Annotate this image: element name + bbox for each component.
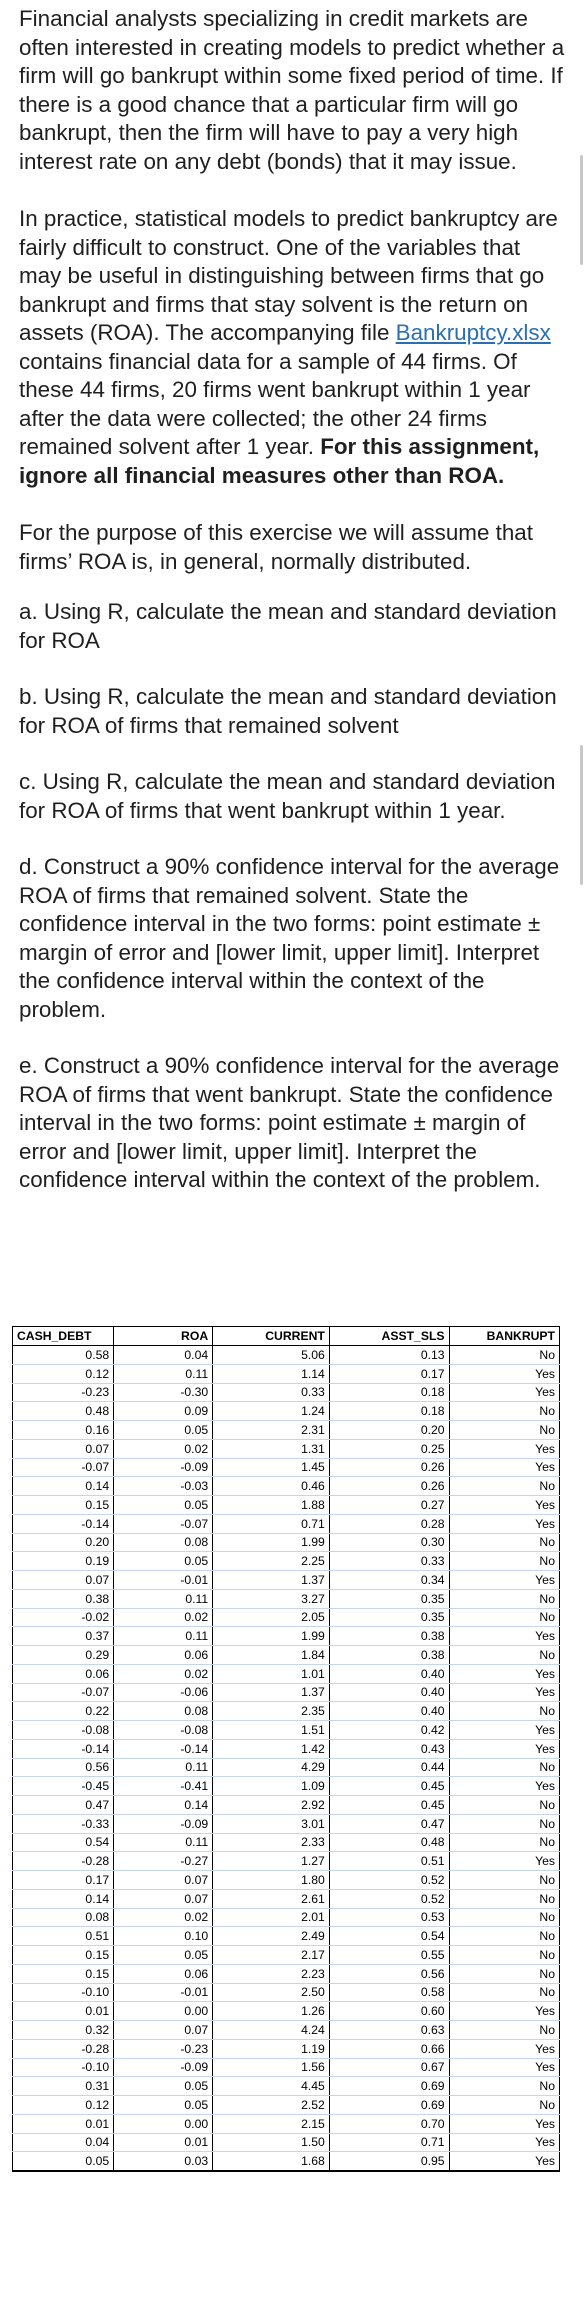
- cell-cash-debt: 0.14: [13, 1889, 114, 1908]
- cell-current: 2.31: [213, 1421, 330, 1440]
- cell-bankrupt: No: [449, 1533, 559, 1552]
- table-row: [13, 1383, 560, 1402]
- table-row: [13, 1496, 560, 1515]
- cell-current: 1.37: [213, 1571, 330, 1590]
- cell-asst-sls: 0.43: [329, 1739, 449, 1758]
- cell-bankrupt: No: [449, 1608, 559, 1627]
- cell-bankrupt: No: [449, 1402, 559, 1421]
- cell-roa: 0.05: [114, 2096, 213, 2115]
- cell-roa: -0.41: [114, 1777, 213, 1796]
- cell-roa: 0.08: [114, 1702, 213, 1721]
- cell-current: 1.26: [213, 2002, 330, 2021]
- cell-asst-sls: 0.53: [329, 1908, 449, 1927]
- cell-current: 4.29: [213, 1758, 330, 1777]
- cell-cash-debt: 0.31: [13, 2077, 114, 2096]
- cell-asst-sls: 0.20: [329, 1421, 449, 1440]
- cell-asst-sls: 0.52: [329, 1871, 449, 1890]
- cell-asst-sls: 0.28: [329, 1514, 449, 1533]
- cell-bankrupt: No: [449, 1477, 559, 1496]
- cell-cash-debt: -0.10: [13, 1983, 114, 2002]
- question-b: b. Using R, calculate the mean and standard deviation for ROA of firms that remained solvent: [19, 684, 557, 738]
- cell-roa: -0.01: [114, 1983, 213, 2002]
- cell-roa: -0.30: [114, 1383, 213, 1402]
- cell-bankrupt: Yes: [449, 1777, 559, 1796]
- cell-current: 2.50: [213, 1983, 330, 2002]
- cell-asst-sls: 0.67: [329, 2058, 449, 2077]
- cell-bankrupt: No: [449, 1814, 559, 1833]
- cell-asst-sls: 0.45: [329, 1777, 449, 1796]
- cell-asst-sls: 0.25: [329, 1439, 449, 1458]
- cell-cash-debt: 0.32: [13, 2021, 114, 2040]
- cell-cash-debt: 0.04: [13, 2133, 114, 2152]
- cell-cash-debt: -0.45: [13, 1777, 114, 1796]
- cell-bankrupt: Yes: [449, 1627, 559, 1646]
- cell-roa: 0.11: [114, 1589, 213, 1608]
- cell-cash-debt: 0.17: [13, 1871, 114, 1890]
- cell-current: 1.99: [213, 1627, 330, 1646]
- cell-cash-debt: 0.08: [13, 1908, 114, 1927]
- table-body: [13, 1346, 560, 2172]
- cell-current: 1.80: [213, 1871, 330, 1890]
- cell-cash-debt: 0.37: [13, 1627, 114, 1646]
- cell-roa: 0.01: [114, 2133, 213, 2152]
- cell-roa: 0.05: [114, 1946, 213, 1965]
- cell-cash-debt: 0.01: [13, 2114, 114, 2133]
- scrollbar-middle[interactable]: [580, 745, 583, 885]
- question-c: c. Using R, calculate the mean and standard deviation for ROA of firms that went bankrupt within 1 year.: [19, 769, 556, 823]
- table-row: [13, 1346, 560, 1365]
- cell-cash-debt: 0.16: [13, 1421, 114, 1440]
- table-row: [13, 1796, 560, 1815]
- cell-cash-debt: -0.23: [13, 1383, 114, 1402]
- cell-asst-sls: 0.33: [329, 1552, 449, 1571]
- cell-current: 2.33: [213, 1833, 330, 1852]
- cell-asst-sls: 0.58: [329, 1983, 449, 2002]
- cell-current: 5.06: [213, 1346, 330, 1365]
- cell-bankrupt: No: [449, 1758, 559, 1777]
- cell-current: 2.23: [213, 1964, 330, 1983]
- table-row: [13, 1814, 560, 1833]
- cell-bankrupt: No: [449, 1871, 559, 1890]
- table-row: [13, 2133, 560, 2152]
- cell-cash-debt: 0.22: [13, 1702, 114, 1721]
- cell-bankrupt: Yes: [449, 1664, 559, 1683]
- cell-cash-debt: 0.38: [13, 1589, 114, 1608]
- cell-roa: 0.03: [114, 2152, 213, 2171]
- cell-asst-sls: 0.54: [329, 1927, 449, 1946]
- cell-asst-sls: 0.38: [329, 1646, 449, 1665]
- table-row: [13, 1664, 560, 1683]
- table-row: [13, 1777, 560, 1796]
- cell-cash-debt: -0.28: [13, 1852, 114, 1871]
- cell-current: 1.31: [213, 1439, 330, 1458]
- cell-cash-debt: 0.48: [13, 1402, 114, 1421]
- cell-bankrupt: Yes: [449, 2002, 559, 2021]
- cell-bankrupt: Yes: [449, 1683, 559, 1702]
- cell-current: 2.01: [213, 1908, 330, 1927]
- cell-current: 1.99: [213, 1533, 330, 1552]
- cell-cash-debt: 0.15: [13, 1946, 114, 1965]
- cell-roa: 0.04: [114, 1346, 213, 1365]
- cell-current: 2.49: [213, 1927, 330, 1946]
- cell-cash-debt: -0.02: [13, 1608, 114, 1627]
- cell-current: 2.35: [213, 1702, 330, 1721]
- cell-roa: 0.11: [114, 1833, 213, 1852]
- table-row: [13, 1571, 560, 1590]
- cell-roa: -0.03: [114, 1477, 213, 1496]
- table-row: [13, 2114, 560, 2133]
- cell-roa: 0.11: [114, 1627, 213, 1646]
- cell-current: 2.92: [213, 1796, 330, 1815]
- cell-current: 1.68: [213, 2152, 330, 2171]
- cell-roa: 0.06: [114, 1646, 213, 1665]
- cell-asst-sls: 0.71: [329, 2133, 449, 2152]
- table-row: [13, 1458, 560, 1477]
- bankruptcy-file-link[interactable]: Bankruptcy.xlsx: [395, 320, 551, 345]
- cell-bankrupt: No: [449, 1908, 559, 1927]
- cell-bankrupt: Yes: [449, 1514, 559, 1533]
- cell-cash-debt: -0.28: [13, 2039, 114, 2058]
- cell-roa: 0.00: [114, 2002, 213, 2021]
- table-header-row: [13, 1327, 560, 1346]
- cell-current: 3.27: [213, 1589, 330, 1608]
- cell-bankrupt: No: [449, 2021, 559, 2040]
- cell-current: 0.71: [213, 1514, 330, 1533]
- cell-roa: 0.07: [114, 2021, 213, 2040]
- cell-current: 0.46: [213, 1477, 330, 1496]
- cell-bankrupt: Yes: [449, 2114, 559, 2133]
- table-row: [13, 1739, 560, 1758]
- cell-bankrupt: No: [449, 1964, 559, 1983]
- cell-asst-sls: 0.40: [329, 1664, 449, 1683]
- cell-cash-debt: 0.01: [13, 2002, 114, 2021]
- cell-bankrupt: Yes: [449, 1458, 559, 1477]
- question-d: d. Construct a 90% confidence interval for the average ROA of firms that remained solvent. State the confidence interval in the two forms: point estimate ± margin of error and [lower limit, upper limit]. Interpret the confidence interval within the context of the problem.: [19, 854, 560, 1022]
- normal-assumption: For the purpose of this exercise we will assume that firms’ ROA is, in general, normally distributed.: [19, 520, 533, 574]
- cell-roa: 0.05: [114, 1421, 213, 1440]
- table-row: [13, 1852, 560, 1871]
- roa-paragraph: [19, 205, 567, 490]
- cell-current: 1.27: [213, 1852, 330, 1871]
- cell-roa: -0.09: [114, 1458, 213, 1477]
- table-row: [13, 1477, 560, 1496]
- cell-bankrupt: Yes: [449, 1364, 559, 1383]
- table-row: [13, 2002, 560, 2021]
- cell-asst-sls: 0.63: [329, 2021, 449, 2040]
- table-row: [13, 1439, 560, 1458]
- table-row: [13, 1421, 560, 1440]
- cell-current: 1.88: [213, 1496, 330, 1515]
- cell-roa: -0.23: [114, 2039, 213, 2058]
- cell-asst-sls: 0.48: [329, 1833, 449, 1852]
- cell-current: 4.24: [213, 2021, 330, 2040]
- cell-cash-debt: 0.20: [13, 1533, 114, 1552]
- question-text: [19, 0, 567, 1195]
- cell-current: 2.52: [213, 2096, 330, 2115]
- cell-roa: 0.02: [114, 1664, 213, 1683]
- cell-bankrupt: Yes: [449, 1439, 559, 1458]
- cell-roa: 0.06: [114, 1964, 213, 1983]
- cell-asst-sls: 0.40: [329, 1702, 449, 1721]
- cell-cash-debt: 0.19: [13, 1552, 114, 1571]
- cell-bankrupt: No: [449, 1946, 559, 1965]
- cell-roa: 0.14: [114, 1796, 213, 1815]
- cell-roa: 0.08: [114, 1533, 213, 1552]
- cell-asst-sls: 0.52: [329, 1889, 449, 1908]
- table-row: [13, 1983, 560, 2002]
- cell-bankrupt: Yes: [449, 1496, 559, 1515]
- cell-asst-sls: 0.66: [329, 2039, 449, 2058]
- assignment-note: For this assignment, ignore all financial measures other than ROA.: [19, 434, 540, 488]
- header-current: CURRENT: [213, 1327, 330, 1346]
- question-e: e. Construct a 90% confidence interval for the average ROA of firms that went bankrupt. State the confidence interval in the two forms: point estimate ± margin of error and [lower limit, upper limit]. Interpret the confidence interval within the context of the problem.: [19, 1053, 560, 1192]
- cell-roa: 0.02: [114, 1439, 213, 1458]
- table-row: [13, 1889, 560, 1908]
- cell-bankrupt: No: [449, 2096, 559, 2115]
- cell-asst-sls: 0.69: [329, 2096, 449, 2115]
- cell-asst-sls: 0.35: [329, 1608, 449, 1627]
- table-row: [13, 1908, 560, 1927]
- cell-current: 1.50: [213, 2133, 330, 2152]
- table-row: [13, 2152, 560, 2171]
- cell-asst-sls: 0.51: [329, 1852, 449, 1871]
- scrollbar-top[interactable]: [580, 155, 583, 265]
- cell-bankrupt: No: [449, 1927, 559, 1946]
- cell-bankrupt: Yes: [449, 2133, 559, 2152]
- cell-cash-debt: 0.47: [13, 1796, 114, 1815]
- cell-roa: -0.09: [114, 1814, 213, 1833]
- cell-bankrupt: No: [449, 1421, 559, 1440]
- bankruptcy-data-table: [12, 1326, 560, 2172]
- cell-roa: -0.08: [114, 1721, 213, 1740]
- cell-bankrupt: No: [449, 1589, 559, 1608]
- cell-asst-sls: 0.27: [329, 1496, 449, 1515]
- cell-cash-debt: -0.07: [13, 1458, 114, 1477]
- cell-current: 1.24: [213, 1402, 330, 1421]
- table-row: [13, 1402, 560, 1421]
- table-row: [13, 1871, 560, 1890]
- cell-asst-sls: 0.18: [329, 1383, 449, 1402]
- cell-roa: 0.00: [114, 2114, 213, 2133]
- cell-bankrupt: No: [449, 1983, 559, 2002]
- cell-cash-debt: -0.14: [13, 1739, 114, 1758]
- cell-roa: -0.14: [114, 1739, 213, 1758]
- table-row: [13, 1964, 560, 1983]
- cell-current: 2.05: [213, 1608, 330, 1627]
- cell-cash-debt: -0.33: [13, 1814, 114, 1833]
- cell-cash-debt: -0.10: [13, 2058, 114, 2077]
- cell-current: 0.33: [213, 1383, 330, 1402]
- cell-asst-sls: 0.95: [329, 2152, 449, 2171]
- cell-roa: 0.11: [114, 1364, 213, 1383]
- cell-cash-debt: 0.07: [13, 1571, 114, 1590]
- cell-roa: -0.01: [114, 1571, 213, 1590]
- cell-current: 1.51: [213, 1721, 330, 1740]
- cell-roa: 0.09: [114, 1402, 213, 1421]
- cell-asst-sls: 0.18: [329, 1402, 449, 1421]
- cell-bankrupt: No: [449, 2077, 559, 2096]
- table-row: [13, 1552, 560, 1571]
- cell-bankrupt: No: [449, 1702, 559, 1721]
- cell-current: 1.42: [213, 1739, 330, 1758]
- cell-current: 1.56: [213, 2058, 330, 2077]
- cell-current: 1.01: [213, 1664, 330, 1683]
- cell-asst-sls: 0.34: [329, 1571, 449, 1590]
- table-row: [13, 1702, 560, 1721]
- cell-asst-sls: 0.42: [329, 1721, 449, 1740]
- table-row: [13, 2096, 560, 2115]
- table-row: [13, 1533, 560, 1552]
- table-row: [13, 1946, 560, 1965]
- cell-bankrupt: Yes: [449, 2039, 559, 2058]
- cell-roa: 0.02: [114, 1908, 213, 1927]
- table-row: [13, 1721, 560, 1740]
- cell-cash-debt: 0.14: [13, 1477, 114, 1496]
- roa-paragraph-text-2: contains financial data for a sample of 44 firms. Of these 44 firms, 20 firms went bankrupt within 1 year after the data were collected; the other 24 firms remained solvent after 1 year.: [19, 348, 531, 459]
- cell-current: 2.15: [213, 2114, 330, 2133]
- cell-bankrupt: Yes: [449, 2152, 559, 2171]
- cell-current: 1.84: [213, 1646, 330, 1665]
- header-roa: ROA: [114, 1327, 213, 1346]
- question-a: a. Using R, calculate the mean and standard deviation for ROA: [19, 599, 557, 653]
- cell-asst-sls: 0.30: [329, 1533, 449, 1552]
- cell-current: 2.25: [213, 1552, 330, 1571]
- cell-asst-sls: 0.56: [329, 1964, 449, 1983]
- cell-roa: -0.06: [114, 1683, 213, 1702]
- cell-cash-debt: 0.12: [13, 2096, 114, 2115]
- cell-bankrupt: Yes: [449, 1852, 559, 1871]
- cell-cash-debt: 0.07: [13, 1439, 114, 1458]
- cell-current: 1.14: [213, 1364, 330, 1383]
- cell-asst-sls: 0.70: [329, 2114, 449, 2133]
- cell-cash-debt: 0.05: [13, 2152, 114, 2171]
- cell-bankrupt: Yes: [449, 1383, 559, 1402]
- cell-current: 1.45: [213, 1458, 330, 1477]
- table-row: [13, 1608, 560, 1627]
- cell-cash-debt: 0.12: [13, 1364, 114, 1383]
- cell-current: 1.09: [213, 1777, 330, 1796]
- table-row: [13, 1514, 560, 1533]
- cell-bankrupt: Yes: [449, 1721, 559, 1740]
- cell-cash-debt: 0.06: [13, 1664, 114, 1683]
- cell-asst-sls: 0.35: [329, 1589, 449, 1608]
- table-row: [13, 1646, 560, 1665]
- cell-roa: -0.07: [114, 1514, 213, 1533]
- cell-bankrupt: Yes: [449, 2058, 559, 2077]
- cell-cash-debt: -0.14: [13, 1514, 114, 1533]
- cell-bankrupt: No: [449, 1346, 559, 1365]
- cell-bankrupt: No: [449, 1552, 559, 1571]
- cell-roa: 0.02: [114, 1608, 213, 1627]
- cell-bankrupt: Yes: [449, 1571, 559, 1590]
- cell-cash-debt: 0.15: [13, 1496, 114, 1515]
- cell-cash-debt: 0.54: [13, 1833, 114, 1852]
- cell-current: 1.19: [213, 2039, 330, 2058]
- cell-asst-sls: 0.45: [329, 1796, 449, 1815]
- cell-roa: 0.05: [114, 1496, 213, 1515]
- cell-roa: 0.07: [114, 1889, 213, 1908]
- cell-roa: 0.05: [114, 1552, 213, 1571]
- table-row: [13, 1627, 560, 1646]
- cell-asst-sls: 0.26: [329, 1458, 449, 1477]
- cell-cash-debt: 0.56: [13, 1758, 114, 1777]
- roa-paragraph-text: In practice, statistical models to predict bankruptcy are fairly difficult to construct. One of the variables that may be useful in distinguishing between firms that go bankrupt and firms that stay solvent is the return on assets (ROA). The accompanying file: [19, 206, 558, 345]
- cell-bankrupt: Yes: [449, 1739, 559, 1758]
- cell-current: 3.01: [213, 1814, 330, 1833]
- table-row: [13, 1833, 560, 1852]
- cell-bankrupt: No: [449, 1889, 559, 1908]
- table-row: [13, 2077, 560, 2096]
- table-row: [13, 1683, 560, 1702]
- cell-asst-sls: 0.17: [329, 1364, 449, 1383]
- cell-asst-sls: 0.44: [329, 1758, 449, 1777]
- cell-current: 2.17: [213, 1946, 330, 1965]
- table-row: [13, 2039, 560, 2058]
- cell-cash-debt: 0.29: [13, 1646, 114, 1665]
- table-row: [13, 1589, 560, 1608]
- table-row: [13, 1364, 560, 1383]
- table-row: [13, 1927, 560, 1946]
- header-asst-sls: ASST_SLS: [329, 1327, 449, 1346]
- cell-roa: 0.11: [114, 1758, 213, 1777]
- cell-asst-sls: 0.47: [329, 1814, 449, 1833]
- cell-bankrupt: No: [449, 1833, 559, 1852]
- table-row: [13, 1758, 560, 1777]
- table-row: [13, 2058, 560, 2077]
- cell-roa: 0.10: [114, 1927, 213, 1946]
- cell-cash-debt: 0.51: [13, 1927, 114, 1946]
- cell-cash-debt: 0.58: [13, 1346, 114, 1365]
- cell-current: 4.45: [213, 2077, 330, 2096]
- cell-bankrupt: No: [449, 1646, 559, 1665]
- cell-roa: 0.07: [114, 1871, 213, 1890]
- cell-current: 1.37: [213, 1683, 330, 1702]
- header-bankrupt: BANKRUPT: [449, 1327, 559, 1346]
- cell-asst-sls: 0.55: [329, 1946, 449, 1965]
- cell-roa: 0.05: [114, 2077, 213, 2096]
- cell-current: 2.61: [213, 1889, 330, 1908]
- cell-cash-debt: -0.07: [13, 1683, 114, 1702]
- header-cash-debt: CASH_DEBT: [13, 1327, 114, 1346]
- cell-roa: -0.09: [114, 2058, 213, 2077]
- table-row: [13, 2021, 560, 2040]
- cell-bankrupt: No: [449, 1796, 559, 1815]
- cell-cash-debt: -0.08: [13, 1721, 114, 1740]
- cell-asst-sls: 0.26: [329, 1477, 449, 1496]
- cell-asst-sls: 0.69: [329, 2077, 449, 2096]
- cell-roa: -0.27: [114, 1852, 213, 1871]
- cell-asst-sls: 0.60: [329, 2002, 449, 2021]
- intro-paragraph: Financial analysts specializing in credit markets are often interested in creating models to predict whether a firm will go bankrupt within some fixed period of time. If there is a good chance that a particular firm will go bankrupt, then the firm will have to pay a very high interest rate on any debt (bonds) that it may issue.: [19, 6, 565, 174]
- cell-asst-sls: 0.38: [329, 1627, 449, 1646]
- cell-asst-sls: 0.13: [329, 1346, 449, 1365]
- cell-asst-sls: 0.40: [329, 1683, 449, 1702]
- cell-cash-debt: 0.15: [13, 1964, 114, 1983]
